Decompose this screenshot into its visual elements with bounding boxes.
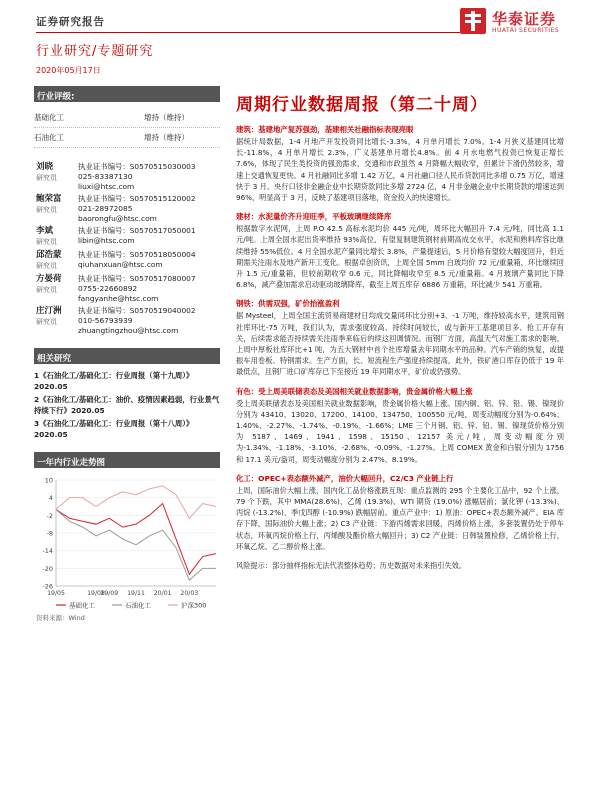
huatai-logo [460, 6, 580, 40]
analyst-name: 邱浩蒙 [36, 250, 62, 260]
x-tick-label: 19/09 [100, 590, 119, 597]
analyst-phone: 025-83387130 [78, 172, 133, 181]
left-column [34, 86, 220, 624]
analyst-title: 研究员 [36, 238, 57, 246]
analyst-email[interactable]: baorongfu@htsc.com [78, 214, 157, 223]
analyst-license: 执业证书编号：S0570519040002 [78, 306, 196, 315]
y-tick-label: -26 [42, 582, 53, 591]
chart-source: 资料来源：Wind [36, 614, 85, 622]
section-heading: 钢铁：供需双强，矿价抬涨盈利 [236, 299, 340, 309]
analyst-name: 刘晓 [36, 162, 54, 172]
analyst-email[interactable]: zhuangtingzhou@htsc.com [78, 326, 179, 335]
analyst-card [34, 226, 220, 250]
analyst-email[interactable]: libin@htsc.com [78, 236, 135, 245]
rating-value: 增持（维持） [144, 133, 189, 142]
analyst-license: 执业证书编号：S0570515120002 [78, 194, 196, 203]
y-tick-label: -14 [42, 547, 53, 556]
industry-trend-chart [34, 474, 220, 624]
section-chemicals [236, 473, 564, 552]
trend-chart-svg [34, 474, 220, 624]
analyst-title: 研究员 [36, 262, 57, 270]
page-title: 周期行业数据周报（第二十周） [236, 95, 488, 115]
rating-industry: 石油化工 [34, 133, 64, 142]
series-line [56, 509, 216, 580]
x-tick-label: 19/11 [127, 590, 145, 597]
x-tick-label: 20/03 [180, 590, 199, 597]
rating-row [34, 128, 220, 148]
rating-industry: 基础化工 [34, 113, 64, 122]
y-tick-label: 4 [48, 494, 53, 503]
section-body: 据 Mysteel，上周全国主流贸易商建材日均成交量同环比分别+3、-1 万吨，维持较高水平，建筑用钢社库环比-75 万吨，我们认为，需求强度较高、持续时间较长，或与新开工基建项目多、抢工开存有关，后续需求能否持续需关注雨季来临后的续这回调情况。而钢厂方面，高温天气对施工需求的影响，上周中厚板社库环比+1 吨，为五大钢材中首个社库增量去年同期水平的品种。汽车产销的恢复，或提振车用卷板、特钢需求。生产方面，长、短流程生产强度持续提高，此外，铁矿港口库存仍低于 19 年最低点，且钢厂进口矿库存已下至接近 19 年同期水平，矿价或仍强势。 [236, 311, 564, 377]
legend-label: 沪深300 [181, 601, 207, 610]
y-tick-label: -8 [46, 529, 53, 538]
analyst-phone: 0755-22660892 [78, 284, 138, 293]
legend-label: 基础化工 [69, 601, 95, 610]
main-sections [236, 124, 564, 571]
rating-value: 增持（维持） [144, 113, 189, 122]
analyst-card [34, 162, 220, 194]
section-heading: 化工：OPEC+表态额外减产，油价大幅回升，C2/C3 产业链上行 [236, 473, 454, 483]
chart-heading: 一年内行业走势图 [34, 452, 220, 468]
analyst-phone: 010-56793939 [78, 316, 133, 325]
analyst-email[interactable]: fangyanhe@htsc.com [78, 294, 159, 303]
analyst-card [34, 274, 220, 306]
analyst-name: 方晏荷 [36, 274, 62, 284]
x-tick-label: 19/08 [87, 590, 105, 597]
section-body: 受上周美联储表态及美国相关就业数据影响，贵金属价格大幅上涨。国内铜、铝、锌、铅、锡、镍现价分别为 43410、13020、17200、14100、134750、100550 元/吨，周变动幅度分别为-0.64%、1.40%、-2.27%、-1.74%、-0.19%、-1.66%；LME 三个月铜、铝、锌、铅、锡、镍现货价格分别为 5187、1469、1941、1598、15150、12157 美元/吨，周变动幅度分别为-1.34%、-1.18%、-3.10%、-2.68%、-0.09%、-1.27%。上周 COMEX 黄金和白银分别为 1756 和 17.1 美元/盎司，周变动幅度分别为 2.47%、8.19%。 [236, 398, 564, 464]
analyst-card [34, 306, 220, 338]
y-tick-label: 10 [44, 476, 53, 485]
section-heading: 建筑：基建地产复苏强劲，基建相关社融指标表现亮眼 [236, 125, 414, 134]
y-tick-label: -20 [42, 564, 53, 573]
related-report-link[interactable]: 3《石油化工/基础化工：行业周报（第十八周）》2020.05 [34, 419, 194, 439]
report-category: 行业研究/专题研究 [36, 44, 154, 59]
section-steel [236, 298, 564, 377]
section-body: 根据数字水泥网，上周 P.O 42.5 高标水泥均价 445 元/吨，周环比大幅回升 7.4 元/吨，同比高 1.1 元/吨。上周全国水泥出货率维持 93%高位，有望复制建筑钢材前期高成交水平，水泥和熟料库容比继续维持 55%低位。4 月全国水泥产量同比增长 3.8%，产量提速后，5 月价格有望较大幅度回升，但近期需关注雨水及地产新开工变化。根据卓创资讯，上周全国 5mm 白玻均价 72 元/重量箱，环比继续回升 1.5 元/重量箱，但较前期收窄 0.6 元，同比降幅收窄至 8.5 元/重量箱。4 月玻璃产量同比下降 6.8%，减产叠加需求启动驱动玻璃降库，截至上周五库存 6886 万重箱，环比减少 541 万重箱。 [236, 224, 564, 290]
series-line [56, 486, 216, 518]
analyst-license: 执业证书编号：S0570515030003 [78, 162, 196, 171]
y-tick-label: -2 [46, 511, 53, 520]
analyst-card [34, 250, 220, 274]
section-body: 据统计局数据，1-4 月地产开发投资同比增长-3.3%，4 月单月增长 7.0%。1-4 月狭义基建同比增长-11.8%，4 月单月增长 2.3%，广义基建单月增长4.8%。前 4 月水电燃气投资已恢复正增长 7.6%，体现了民生类投资的强劲需求，交通和市政虽然 4 月降幅大幅收窄，但累计下滑仍然较多，增速上交通恢复更快。4 月社融同比多增 1.42 万亿，4 月社融口径人民币贷款同比多增 0.75 万亿，增速快于 3 月。央行口径非金融企业中长期贷款同比多增 2724 亿，4 月非金融企业中长期贷款的增速达到 96%，明显高于 3 月，反映了基建项目落地，资金投入的快速增长。 [236, 137, 564, 203]
section-building-materials [236, 211, 564, 290]
huatai-logo-icon [460, 8, 486, 34]
analyst-email[interactable]: liuxi@htsc.com [78, 182, 135, 191]
section-heading: 有色：受上周美联储表态及美国相关就业数据影响，贵金属价格大幅上涨 [236, 386, 473, 396]
analyst-title: 研究员 [36, 286, 57, 294]
related-report-link[interactable]: 2《石油化工/基础化工：油价、疫情因素趋弱，行业景气持续下行》2020.05 [34, 395, 220, 415]
rating-row [34, 108, 220, 128]
analyst-name: 李斌 [36, 226, 54, 236]
x-tick-label: 20/01 [153, 590, 172, 597]
legend-label: 石油化工 [125, 601, 151, 610]
logo-en: HUATAI SECURITIES [492, 27, 560, 34]
analyst-title: 研究员 [36, 318, 57, 326]
section-construction [236, 124, 564, 203]
analyst-name: 庄汀洲 [36, 306, 62, 316]
section-heading: 建材：水泥量价齐升迎旺季，平板玻璃继续降库 [236, 212, 392, 222]
report-date: 2020年05月17日 [36, 66, 101, 75]
header-rule [36, 32, 460, 33]
analyst-name: 鲍荣富 [36, 194, 62, 204]
logo-name: 华泰证券 [492, 10, 557, 28]
analyst-license: 执业证书编号：S0570517080007 [78, 274, 196, 283]
analyst-card [34, 194, 220, 226]
section-body: 上周，国际油价大幅上涨，国内化工品价格涨跌互现：重点监测的 295 个主要化工品中，92 个上涨，79 个下跌，其中 MMA(28.6%)、乙烯 (19.3%)、WTI 期货 (19.0%) 涨幅居前；氯化钾 (-13.3%)、丙烷 (-13.2%)、季戊四醇 (-10.9%) 跌幅居前。重点产业中：1) 原油：OPEC+表态额外减产、EIA 库存下降，国际油价大幅上涨；2) C3 产业链：下游丙烯需求回暖，丙烯价格上涨，多套装置仍处于停车状态，环氧丙烷价格上行，丙烯酸及酯价格大幅回升；3) C2 产业链：日韩装置检修，乙烯价格上行，环氧乙烷、乙二醇价格上涨。 [236, 485, 564, 551]
related-research-heading: 相关研究 [34, 348, 220, 364]
x-tick-label: 19/05 [47, 590, 65, 597]
analyst-title: 研究员 [36, 206, 57, 214]
series-line [56, 504, 216, 575]
report-type-label: 证券研究报告 [36, 16, 105, 28]
analyst-phone: 021-28972085 [78, 204, 133, 213]
analyst-license: 执业证书编号：S0570517050001 [78, 226, 196, 235]
risk-warning: 风险提示：部分抽样指标无法代表整体趋势；历史数据对未来指引失效。 [236, 561, 467, 571]
analyst-title: 研究员 [36, 174, 57, 182]
analyst-license: 执业证书编号：S0570518050004 [78, 250, 196, 259]
ratings-heading: 行业评级: [34, 86, 220, 102]
analyst-email[interactable]: qiuhanxuan@htsc.com [78, 260, 163, 269]
section-nonferrous [236, 386, 564, 465]
related-report-link[interactable]: 1《石油化工/基础化工：行业周报（第十九周）》2020.05 [34, 371, 194, 391]
